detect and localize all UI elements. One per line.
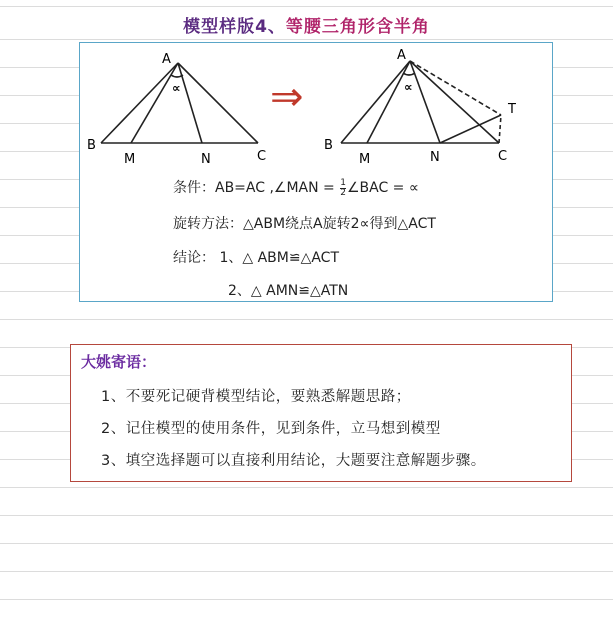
right-line-at: [410, 61, 501, 115]
right-label-a: A: [397, 48, 406, 63]
page-title: [0, 12, 613, 37]
left-line-am: [131, 63, 178, 143]
fraction-denominator: 2: [340, 187, 346, 198]
tip-item-3: 3、填空选择题可以直接利用结论，大题要注意解题步骤。: [101, 453, 486, 469]
right-side-ac: [410, 61, 499, 143]
right-angle-arc: [403, 73, 415, 75]
right-triangle: [341, 61, 501, 143]
tip-item-1: 1、不要死记硬背模型结论，要熟悉解题思路；: [101, 389, 411, 405]
condition-line: [173, 177, 419, 198]
left-label-alpha: ∝: [172, 81, 181, 95]
conclusion-1: 结论： 1、△ ABM≌△ACT: [173, 250, 339, 266]
title-prefix: 模型样版4、: [183, 17, 286, 37]
condition-suffix: ∠BAC = ∝: [346, 180, 419, 196]
left-label-c: C: [257, 149, 267, 164]
tip-item-2: 2、记住模型的使用条件，见到条件，立马想到模型: [101, 421, 441, 437]
transform-arrow: ⇒: [270, 74, 304, 120]
left-triangle: [101, 63, 258, 143]
left-label-b: B: [87, 138, 96, 153]
right-label-alpha: ∝: [404, 80, 413, 94]
right-label-b: B: [324, 138, 333, 153]
left-angle-arc: [171, 75, 183, 77]
right-side-ab: [341, 61, 410, 143]
left-label-m: M: [124, 152, 136, 167]
right-line-ct: [499, 115, 501, 143]
fraction-numerator: 1: [340, 177, 346, 188]
right-label-c: C: [498, 149, 508, 164]
model-box: [79, 42, 553, 302]
left-side-ab: [101, 63, 178, 143]
right-label-n: N: [430, 150, 440, 165]
left-label-a: A: [162, 52, 171, 67]
rotation-method: 旋转方法：△ABM绕点A旋转2∝得到△ACT: [173, 216, 436, 232]
conclusion-2: 2、△ AMN≌△ATN: [228, 283, 349, 299]
triangle-diagram: [80, 43, 552, 173]
left-label-n: N: [201, 152, 211, 167]
right-line-nt: [440, 115, 501, 143]
right-label-m: M: [359, 152, 371, 167]
tip-box: [70, 344, 572, 482]
tip-title: 大姚寄语：: [81, 353, 157, 371]
right-label-t: T: [508, 102, 516, 117]
title-main: 等腰三角形含半角: [285, 17, 430, 37]
condition-prefix: 条件：AB=AC ,∠MAN =: [173, 180, 340, 196]
half-fraction: [340, 179, 346, 198]
